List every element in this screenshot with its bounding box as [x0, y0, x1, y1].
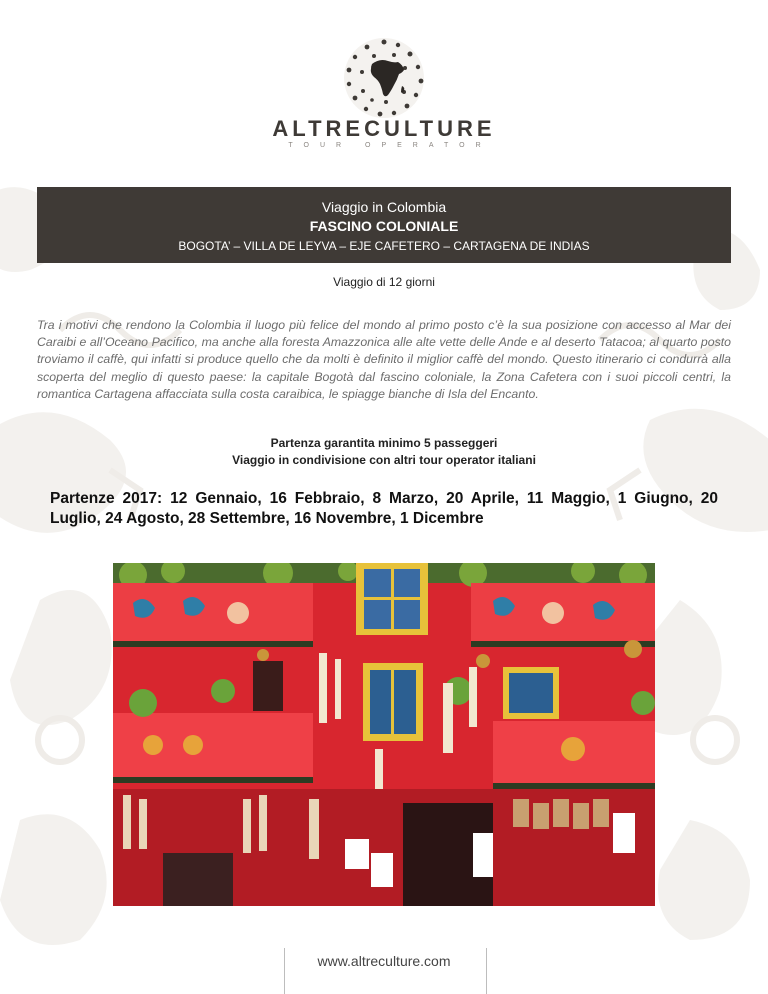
brand-name: ALTRECULTURE: [272, 116, 496, 141]
trip-subtitle: FASCINO COLONIALE: [309, 218, 459, 234]
trip-duration: Viaggio di 12 giorni: [333, 275, 435, 289]
trip-notes: [0, 435, 768, 469]
africa-emblem-icon: [342, 36, 426, 120]
colonial-facade-photo-icon: [113, 563, 655, 906]
website-link[interactable]: www.altreculture.com: [317, 953, 451, 969]
intro-paragraph: Tra i motivi che rendono la Colombia il luogo più felice del mondo al primo posto c’è la sua posizione con accesso al Mar dei Caraibi e all’Oceano Pacifico, ma anche alla foresta Amazzonica alle alte vette delle Ande e al deserto Tatacoa; al quarto posto troviamo il caffè, qui infatti si produce quello che da molti è definito il miglior caffè del mondo. Questo itinerario ci condurrà alla scoperta del meglio di questo paese: la capitale Bogotà dal fascino coloniale, la Zona Cafetera con i suoi piccoli centri, la romantica Cartagena affacciata sulla costa caraibica, le spiagge bianche di Isla del Encanto.: [37, 318, 731, 401]
trip-route: BOGOTA’ – VILLA DE LEYVA – EJE CAFETERO – CARTAGENA DE INDIAS: [178, 239, 590, 253]
facade-photo: [113, 563, 655, 906]
shared-trip-note: Viaggio in condivisione con altri tour operator italiani: [232, 453, 536, 467]
brand-logo: [0, 36, 768, 149]
trip-title: Viaggio in Colombia: [321, 199, 447, 215]
departure-dates: Partenze 2017: 12 Gennaio, 16 Febbraio, 8 Marzo, 20 Aprile, 11 Maggio, 1 Giugno, 20 Luglio, 24 Agosto, 28 Settembre, 16 Novembre, 1 Dicembre: [50, 490, 718, 527]
guaranteed-departure-note: Partenza garantita minimo 5 passeggeri: [270, 436, 498, 450]
title-banner: [37, 187, 731, 263]
brand-tagline: TOUR OPERATOR: [288, 142, 492, 149]
